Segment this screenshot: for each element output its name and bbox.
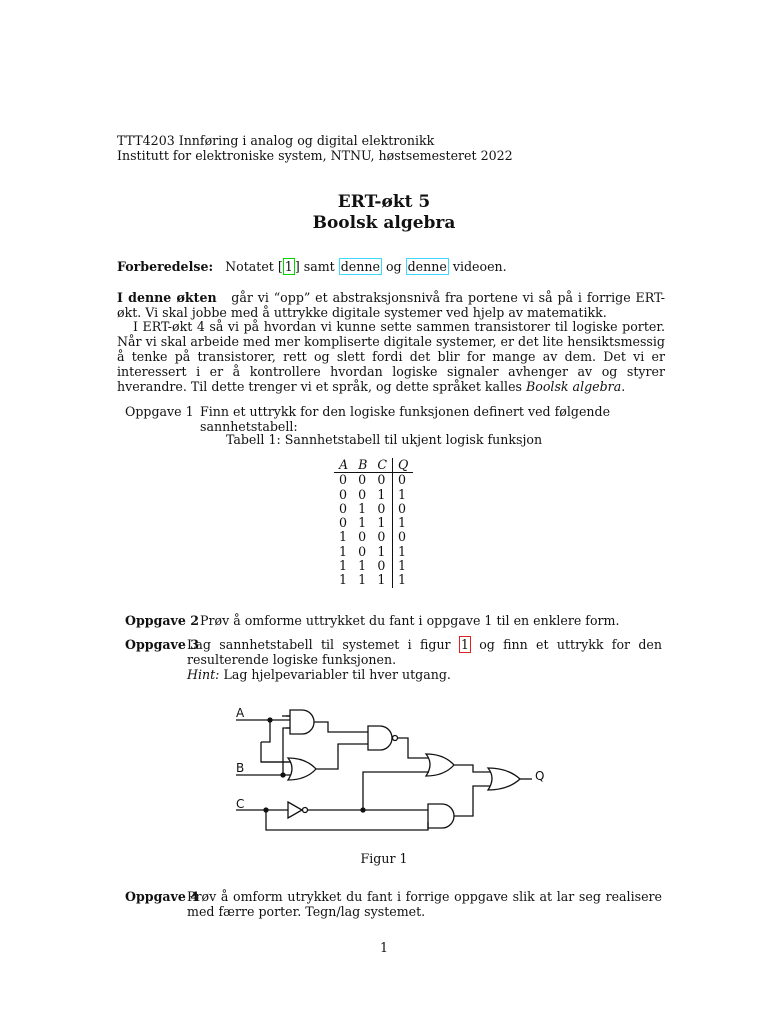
cell: 0 bbox=[377, 558, 386, 574]
video-link-1[interactable]: denne bbox=[340, 259, 380, 274]
wire bbox=[261, 720, 270, 742]
wire bbox=[261, 742, 290, 762]
cell: 0 bbox=[339, 472, 348, 488]
task3-text-after: og finn et uttrykk for den resulterende logiske funksjonen. bbox=[187, 637, 662, 667]
task2-text: Prøv å omforme uttrykket du fant i oppgave 1 til en enklere form. bbox=[200, 613, 620, 628]
intro-p1-text: går vi “opp” et abstraksjonsnivå fra portene vi så på i forrige ERT-økt. Vi skal jobbe med å uttrykke digitale systemer ved hjelp av matematikk. bbox=[117, 290, 666, 320]
video-link-2[interactable]: denne bbox=[407, 259, 447, 274]
cell: 0 bbox=[339, 500, 348, 516]
cell: 1 bbox=[339, 572, 348, 588]
cell: 0 bbox=[339, 515, 348, 531]
task1-label: Oppgave 1 bbox=[125, 404, 194, 419]
cell: 1 bbox=[393, 516, 414, 530]
junction bbox=[361, 808, 365, 812]
task3-text-before: Lag sannhetstabell til systemet i figur bbox=[187, 637, 451, 652]
cell: 1 bbox=[339, 558, 348, 574]
cell: 1 bbox=[393, 573, 414, 587]
header-q: Q bbox=[393, 458, 414, 473]
cell: 1 bbox=[377, 572, 386, 588]
table-row bbox=[334, 516, 413, 530]
table-caption: Tabell 1: Sannhetstabell til ukjent logisk funksjon bbox=[225, 432, 543, 447]
table-row bbox=[334, 502, 413, 516]
wire bbox=[283, 728, 290, 775]
or-gate-2 bbox=[426, 754, 454, 776]
table-row bbox=[334, 488, 413, 502]
wire bbox=[363, 772, 429, 810]
preparation-label: Forberedelse: bbox=[117, 259, 214, 274]
input-label-c: C bbox=[236, 797, 245, 811]
not-gate bbox=[288, 802, 302, 818]
wire bbox=[454, 786, 490, 816]
task4-text: Prøv å omform utrykket du fant i forrige oppgave slik at lar seg realisere med færre porter. Tegn/lag systemet. bbox=[187, 889, 662, 919]
cell: 0 bbox=[358, 486, 367, 502]
citation-link[interactable]: 1 bbox=[284, 259, 293, 274]
table-row bbox=[334, 545, 413, 559]
task3-label: Oppgave 3 bbox=[125, 637, 200, 652]
figure-caption: Figur 1 bbox=[360, 851, 408, 866]
cell: 0 bbox=[377, 472, 386, 488]
institute-line: Institutt for elektroniske system, NTNU, høstsemesteret 2022 bbox=[117, 148, 513, 163]
output-label-q: Q bbox=[535, 769, 545, 783]
or-gate-1 bbox=[288, 758, 316, 780]
and-gate-2 bbox=[428, 804, 454, 828]
table-row bbox=[334, 559, 413, 573]
cell: 1 bbox=[377, 486, 386, 502]
figure-ref-link[interactable]: 1 bbox=[460, 637, 469, 652]
cell: 1 bbox=[393, 545, 414, 559]
cell: 0 bbox=[339, 486, 348, 502]
and-gate-1 bbox=[290, 710, 314, 734]
cell: 0 bbox=[358, 543, 367, 559]
preparation-text-after: videoen. bbox=[452, 259, 507, 274]
wire bbox=[266, 810, 428, 830]
nand-gate bbox=[368, 726, 392, 750]
hint-label: Hint: bbox=[187, 667, 220, 682]
table-row bbox=[334, 573, 413, 587]
cell: 1 bbox=[393, 559, 414, 573]
wire bbox=[454, 765, 490, 772]
session-title: ERT-økt 5 bbox=[337, 192, 431, 212]
cell: 1 bbox=[339, 543, 348, 559]
course-title: TTT4203 Innføring i analog og digital elektronikk bbox=[117, 133, 435, 148]
cell: 0 bbox=[358, 529, 367, 545]
input-label-a: A bbox=[236, 706, 245, 720]
cell: 0 bbox=[377, 500, 386, 516]
preparation-text-mid1: samt bbox=[303, 259, 335, 274]
cell: 1 bbox=[377, 543, 386, 559]
cell: 1 bbox=[358, 500, 367, 516]
page-number: 1 bbox=[379, 940, 388, 955]
cell: 1 bbox=[358, 572, 367, 588]
cell: 1 bbox=[377, 515, 386, 531]
task1-text: Finn et uttrykk for den logiske funksjonen definert ved følgende sannhetstabell: bbox=[200, 404, 611, 434]
table-row bbox=[334, 530, 413, 544]
header-b: B bbox=[353, 458, 372, 473]
table-row bbox=[334, 473, 413, 488]
intro-p2-end: . bbox=[621, 379, 626, 394]
cell: 1 bbox=[393, 488, 414, 502]
task4-label: Oppgave 4 bbox=[125, 889, 200, 904]
or-gate-final bbox=[488, 768, 520, 790]
hint-text: Lag hjelpevariabler til hver utgang. bbox=[223, 667, 451, 682]
wire bbox=[314, 722, 368, 732]
wire bbox=[316, 744, 368, 769]
wire bbox=[398, 738, 428, 758]
truth-table bbox=[334, 458, 413, 588]
cell: 0 bbox=[393, 473, 414, 488]
header-a: A bbox=[334, 458, 353, 473]
task2-label: Oppgave 2 bbox=[125, 613, 200, 628]
intro-paragraph-2 bbox=[117, 319, 665, 394]
task3-text bbox=[187, 637, 662, 682]
header-c: C bbox=[372, 458, 392, 473]
session-subtitle: Boolsk algebra bbox=[312, 213, 456, 233]
truth-table-header bbox=[334, 458, 413, 473]
preparation-line: Forberedelse: Notatet [ 1 ] samt denne og denne videoen. bbox=[117, 259, 507, 274]
boolsk-algebra-term: Boolsk algebra bbox=[526, 379, 622, 394]
intro-p2-text: I ERT-økt 4 så vi på hvordan vi kunne sette sammen transistorer til logiske porter. Når vi skal arbeide med mer kompliserte digitale systemer, er det lite hensiktsmessig å tenke på transistorer, rett og slett fordi det blir for mange av dem. Det vi er interessert i er å kontrollere hvordan logiske signaler avhenger av og styrer hverandre. Til dette trenger vi et språk, og dette språket kalles bbox=[117, 319, 665, 394]
cell: 1 bbox=[358, 515, 367, 531]
preparation-text-before: Notatet bbox=[225, 259, 274, 274]
intro-paragraph-1 bbox=[117, 290, 665, 320]
input-label-b: B bbox=[236, 761, 245, 775]
cell: 1 bbox=[339, 529, 348, 545]
cell: 0 bbox=[393, 502, 414, 516]
preparation-text-mid2: og bbox=[385, 259, 402, 274]
nand-bubble bbox=[393, 736, 398, 741]
cell: 1 bbox=[358, 558, 367, 574]
cell: 0 bbox=[358, 472, 367, 488]
logic-circuit-diagram bbox=[228, 700, 558, 840]
cell: 0 bbox=[393, 530, 414, 544]
cell: 0 bbox=[377, 529, 386, 545]
intro-heading: I denne økten bbox=[117, 290, 217, 305]
